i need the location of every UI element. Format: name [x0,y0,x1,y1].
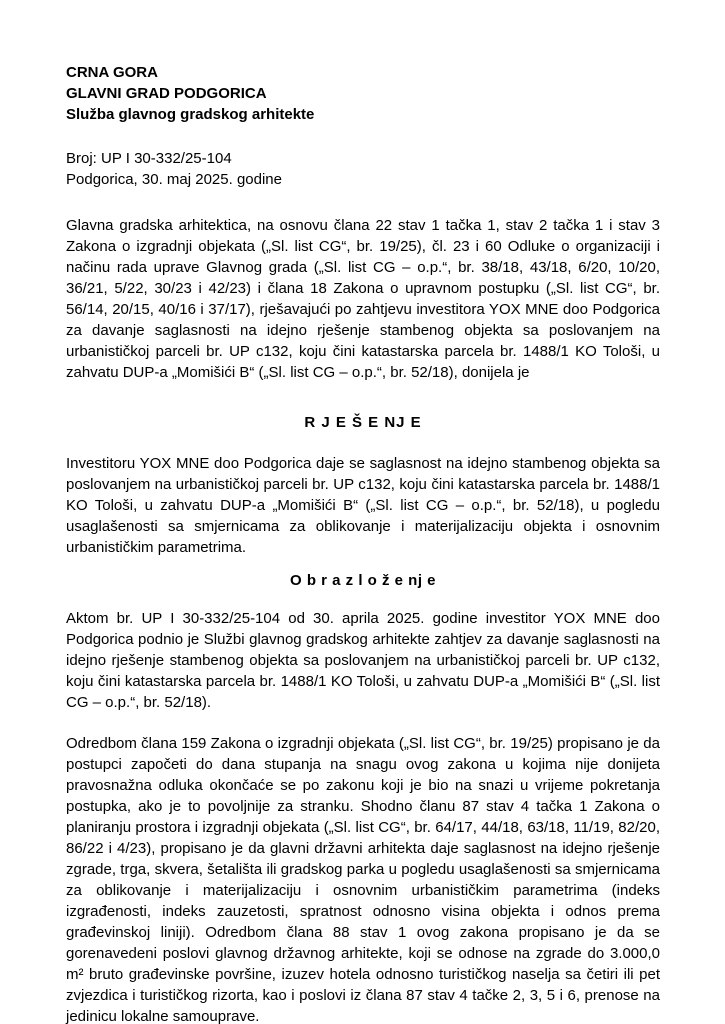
letterhead [66,62,660,125]
preamble-paragraph: Glavna gradska arhitektica, na osnovu člana 22 stav 1 tačka 1, stav 2 tačka 1 i stav 3 Zakona o izgradnji objekata („Sl. list CG“, br. 19/25), čl. 23 i 60 Odluke o organizaciji i načinu rada uprave Glavnog grada („Sl. list CG – o.p.“, br. 38/18, 43/18, 6/20, 10/20, 36/21, 5/22, 30/23 i 42/23) i člana 18 Zakona o upravnom postupku („Sl. list CG“, br. 56/14, 20/15, 40/16 i 37/17), rješavajući po zahtjevu investitora YOX MNE doo Podgorica za davanje saglasnosti na idejno rješenje stambenog objekta sa poslovanjem na urbanističkoj parceli br. UP c132, koju čini katastarska parcela br. 1488/1 KO Tološi, u zahvatu DUP-a „Momišići B“ („Sl. list CG – o.p.“, br. 52/18), donijela je [66,217,660,381]
rationale-paragraph-2: Odredbom člana 159 Zakona o izgradnji objekata („Sl. list CG“, br. 19/25) propisano je da postupci započeti do dana stupanja na snagu ovog zakona u kojima nije donijeta pravosnažna odluka okončaće se po zakonu koji je bio na snazi u vrijeme pokretanja postupka, ako je to povoljnije za stranku. Shodno članu 87 stav 4 tačka 1 Zakona o planiranju prostora i izgradnji objekata („Sl. list CG“, br. 64/17, 44/18, 63/18, 11/19, 82/20, 86/22 i 4/23), propisano je da glavni državni arhitekta daje saglasnost na idejno rješenje zgrade, trga, skvera, šetališta ili gradskog parka u pogledu usaglašenosti sa smjernicama za oblikovanje i materijalizaciju i osnovnim urbanističkim parametrima (indeks izgrađenosti, indeks zauzetosti, spratnost odnosno visina objekta i odnos prema građevinskoj liniji). Odredbom člana 88 stav 1 ovog zakona propisano je da se gorenavedeni poslovi glavnog državnog arhitekte, koji se odnose na zgrade do 3.000,0 m² bruto građevinske površine, izuzev hotela odnosno turističkog naselja sa četiri ili pet zvjezdica i turističkog rizorta, kao i poslovi iz člana 87 stav 4 tačke 2, 3, 5 i 6, prenose na jedinicu lokalne samouprave. [66,735,660,1024]
letterhead-city: GLAVNI GRAD PODGORICA [66,85,267,102]
decision-paragraph: Investitoru YOX MNE doo Podgorica daje se saglasnost na idejno stambenog objekta sa poslovanjem na urbanističkoj parceli br. UP c132, koju čini katastarska parcela br. 1488/1 KO Tološi, u zahvatu DUP-a „Momišići B“ („Sl. list CG – o.p.“, br. 52/18), u pogledu usaglašenosti sa smjernicama za oblikovanje i materijalizaciju objekta i osnovnim urbanističkim parametrima. [66,455,660,556]
rationale-title: O b r a z l o ž e nj e [289,572,437,589]
letterhead-country: CRNA GORA [66,64,158,81]
letterhead-office: Služba glavnog gradskog arhitekte [66,106,315,123]
place-date: Podgorica, 30. maj 2025. godine [66,171,282,188]
case-number: Broj: UP I 30-332/25-104 [66,150,232,167]
case-meta [66,148,660,190]
decision-title: R J E Š E NJ E [304,414,422,431]
rationale-paragraph-1: Aktom br. UP I 30-332/25-104 od 30. aprila 2025. godine investitor YOX MNE doo Podgorica podnio je Službi glavnog gradskog arhitekte zahtjev za davanje saglasnosti na idejno rješenje stambenog objekta sa poslovanjem na urbanističkoj parceli br. UP c132, koju čini katastarska parcela br. 1488/1 KO Tološi, u zahvatu DUP-a „Momišići B“ („Sl. list CG – o.p.“, br. 52/18). [66,610,660,711]
